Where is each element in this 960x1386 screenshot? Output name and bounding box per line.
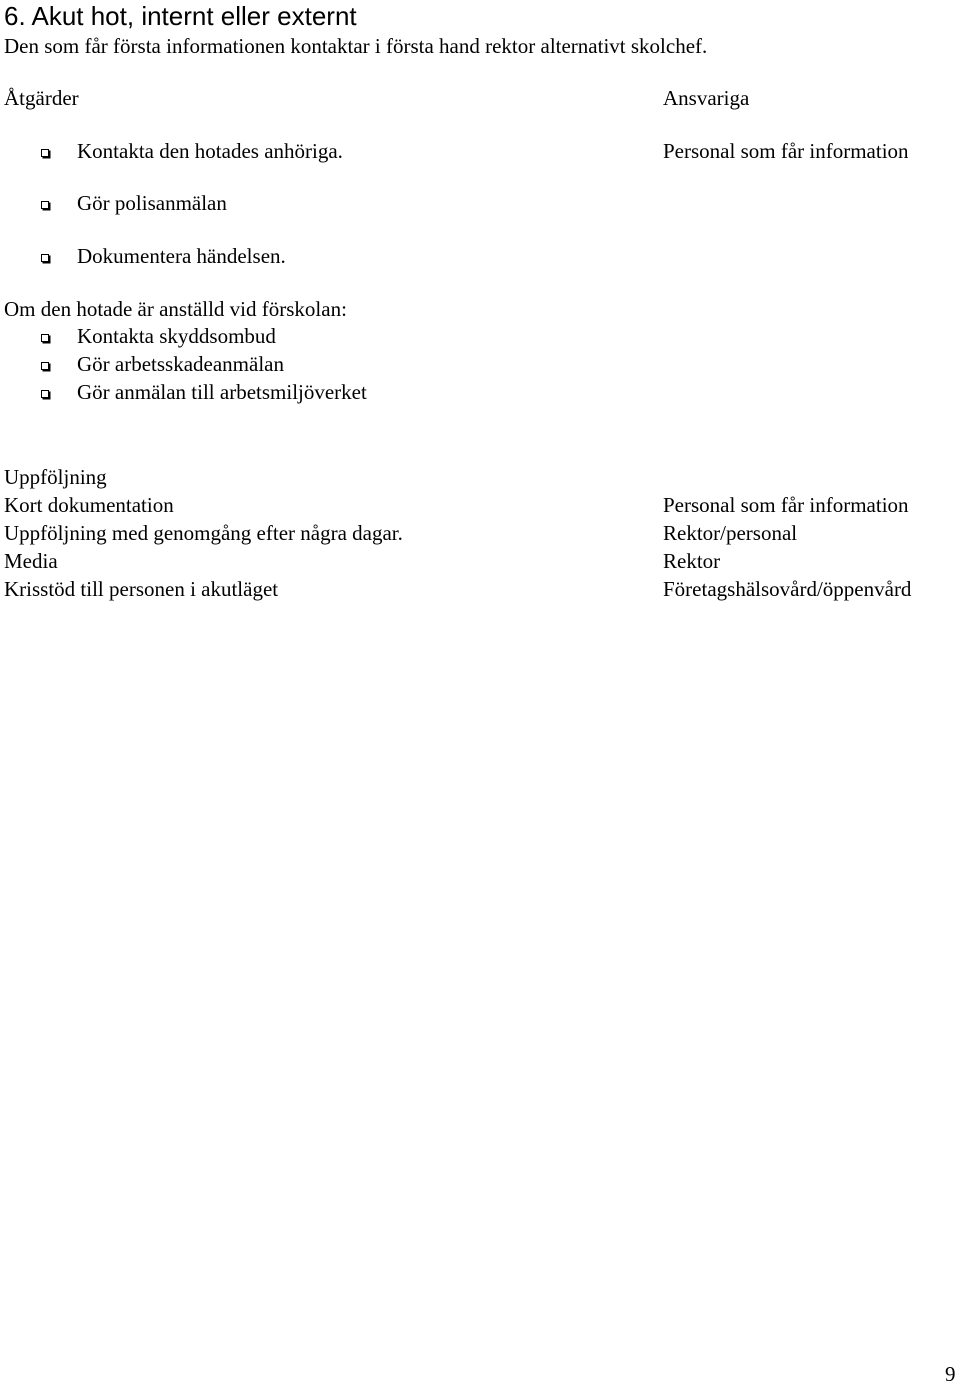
page-number: 9 [945,1362,956,1386]
checkbox-icon [41,149,49,157]
followup-responsible: Rektor/personal [663,521,798,545]
checkbox-icon [41,201,49,209]
employee-heading: Om den hotade är anställd vid förskolan: [4,297,347,321]
responsible-header: Ansvariga [663,86,750,110]
actions-header: Åtgärder [4,86,79,110]
checkbox-icon [41,254,49,262]
checkbox-icon [41,334,49,342]
action-item: Gör polisanmälan [77,191,227,215]
employee-item: Gör anmälan till arbetsmiljöverket [77,380,367,404]
section-heading: 6. Akut hot, internt eller externt [4,1,357,31]
followup-responsible: Företagshälsovård/öppenvård [663,577,912,601]
followup-item: Krisstöd till personen i akutläget [4,577,279,601]
action-item: Dokumentera händelsen. [77,244,286,268]
followup-responsible: Rektor [663,549,721,573]
checkbox-icon [41,390,49,398]
followup-item: Media [4,549,58,573]
followup-heading: Uppföljning [4,465,107,489]
followup-responsible: Personal som får information [663,493,909,517]
employee-item: Gör arbetsskadeanmälan [77,352,284,376]
checkbox-icon [41,362,49,370]
section-intro: Den som får första informationen kontaktar i första hand rektor alternativt skolchef. [4,34,708,58]
action-item: Kontakta den hotades anhöriga. [77,139,343,163]
action-responsible: Personal som får information [663,139,909,163]
followup-item: Uppföljning med genomgång efter några dagar. [4,521,403,545]
employee-item: Kontakta skyddsombud [77,324,276,348]
followup-item: Kort dokumentation [4,493,174,517]
